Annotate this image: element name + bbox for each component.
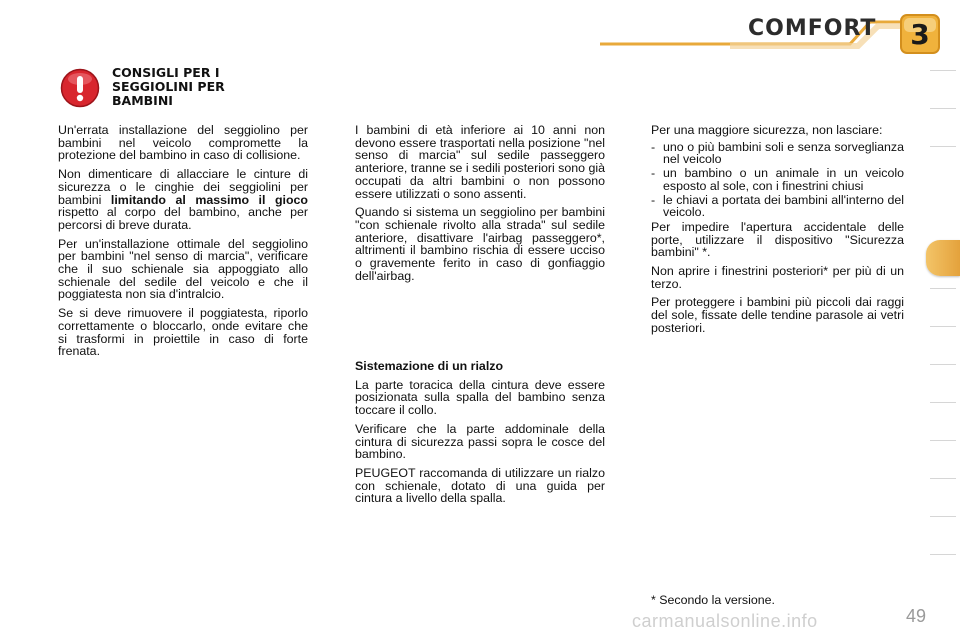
exclamation-circle-icon xyxy=(60,68,100,108)
chapter-tab[interactable] xyxy=(930,108,956,137)
paragraph xyxy=(58,168,308,232)
chapter-tab[interactable] xyxy=(930,440,956,469)
paragraph: I bambini di età inferiore ai 10 anni non devono essere trasportati nella posizione "nel senso di marcia" sul sedile passeggero anteriore, tranne se i sedili posteriori sono già occupati da altri bambini o non possono essere utilizzati o sono assenti. xyxy=(355,123,606,201)
paragraph: Per impedire l'apertura accidentale delle porte, utilizzare il dispositivo "Sicurezza bambini" *. xyxy=(651,219,904,260)
page-number: 49 xyxy=(906,606,927,626)
paragraph-text: Non dimenticare di allacciare le cinture di sicurezza o le cinghie dei seggiolini per bambini xyxy=(58,167,308,207)
paragraph: Verificare che la parte addominale della cintura di sicurezza passi sopra le cosce del bambino. xyxy=(355,421,605,462)
chapter-tab[interactable] xyxy=(930,326,956,355)
list-item: - le chiavi a portata dei bambini all'interno del veicolo. xyxy=(651,194,904,219)
watermark: carmanualsonline.info xyxy=(632,611,818,631)
paragraph: Per un'installazione ottimale del seggiolino per bambini "nel senso di marcia", verificare che il suo schienale sia appoggiato allo schienale del sedile del veicolo e che il poggiatesta non sia d'intralcio. xyxy=(58,236,308,302)
booster-section xyxy=(355,360,605,511)
chapter-tab[interactable] xyxy=(930,146,956,175)
chapter-tab[interactable] xyxy=(930,516,956,545)
chapter-tab-active[interactable] xyxy=(926,240,960,276)
footnote: * Secondo la versione. xyxy=(651,593,775,607)
paragraph: PEUGEOT raccomanda di utilizzare un rialzo con schienale, dotato di una guida per cintura a livello della spalla. xyxy=(355,465,605,506)
chapter-number: 3 xyxy=(910,17,930,51)
paragraph: Quando si sistema un seggiolino per bambini "con schienale rivolto alla strada" sul sedile anteriore, disattivare l'airbag passeggero*, altrimenti il bambino rischia di essere ucciso o gravemente ferito in caso di gonfiaggio dell'airbag. xyxy=(355,205,605,283)
subheading: Sistemazione di un rialzo xyxy=(355,359,504,373)
column-middle xyxy=(355,124,605,288)
paragraph: Non aprire i finestrini posteriori* per più di un terzo. xyxy=(651,264,904,291)
column-right xyxy=(651,124,904,341)
column-left xyxy=(58,124,308,364)
list-item: - un bambino o un animale in un veicolo esposto al sole, con i finestrini chiusi xyxy=(651,167,904,192)
paragraph-text: rispetto al corpo del bambino, anche per percorsi di breve durata. xyxy=(58,205,308,232)
chapter-tab[interactable] xyxy=(930,288,956,317)
list-item: - uno o più bambini soli e senza sorveglianza nel veicolo xyxy=(651,141,904,166)
section-title: COMFORT xyxy=(748,16,877,41)
dash-list xyxy=(651,141,904,219)
paragraph: Per una maggiore sicurezza, non lasciare: xyxy=(651,123,883,137)
chapter-tab[interactable] xyxy=(930,554,956,583)
paragraph: La parte toracica della cintura deve essere posizionata sulla spalla del bambino senza toccare il collo. xyxy=(355,377,605,418)
paragraph: Un'errata installazione del seggiolino per bambini nel veicolo compromette la protezione del bambino in caso di collisione. xyxy=(58,123,308,163)
paragraph: Se si deve rimuovere il poggiatesta, riporlo correttamente o bloccarlo, onde evitare che si trasformi in proiettile in caso di forte frenata. xyxy=(58,306,308,359)
emphasis-text: limitando al massimo il gioco xyxy=(110,192,308,207)
warning-title: CONSIGLI PER I SEGGIOLINI PER BAMBINI xyxy=(112,65,225,108)
chapter-tab[interactable] xyxy=(930,70,956,99)
chapter-tab[interactable] xyxy=(930,402,956,431)
chapter-tab[interactable] xyxy=(930,364,956,393)
chapter-tabs xyxy=(926,70,960,575)
chapter-tab[interactable] xyxy=(930,478,956,507)
paragraph: Per proteggere i bambini più piccoli dai raggi del sole, fissate delle tendine parasole ai vetri posteriori. xyxy=(651,295,904,335)
